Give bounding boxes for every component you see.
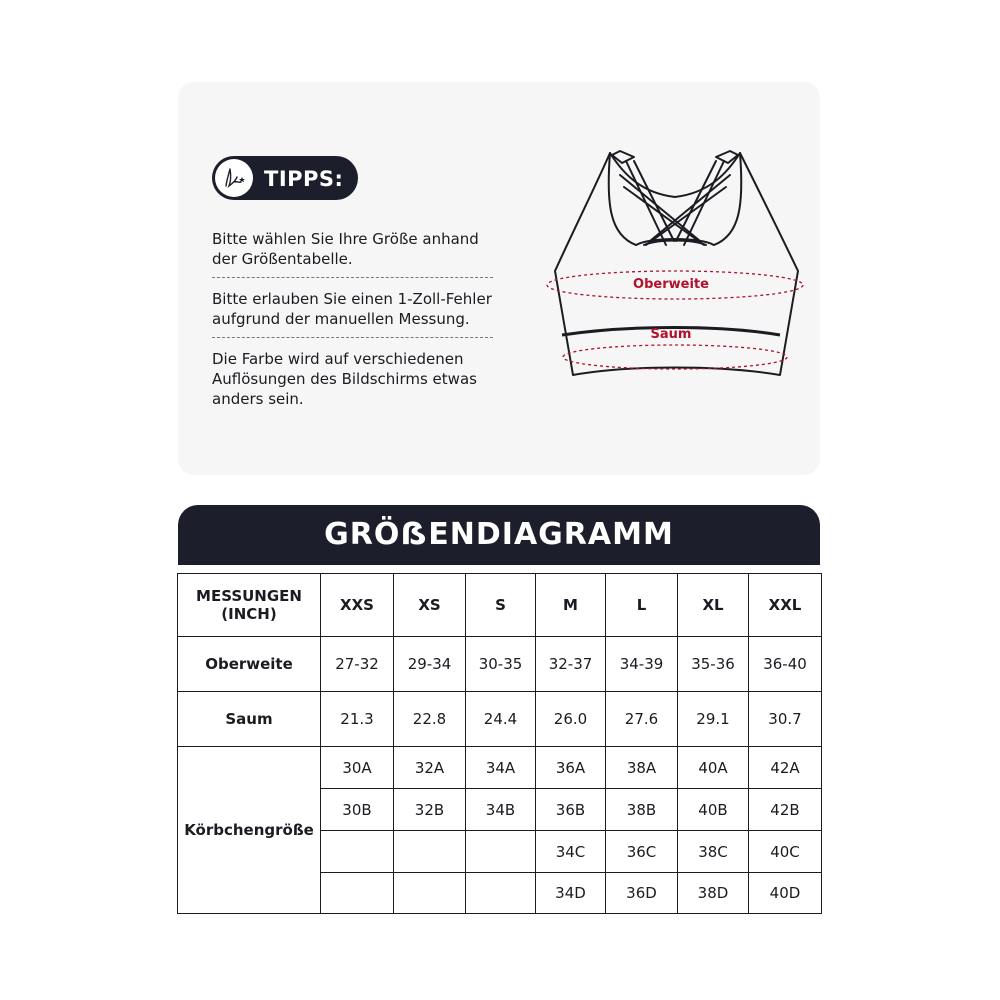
hem-row bbox=[178, 692, 822, 747]
table-cell: 32B bbox=[394, 789, 466, 831]
size-header: S bbox=[466, 574, 536, 637]
table-cell: 30-35 bbox=[466, 637, 536, 692]
tip-item: Die Farbe wird auf verschiedenen Auflösungen des Bildschirms etwas anders sein. bbox=[212, 350, 477, 408]
table-cell: 27-32 bbox=[321, 637, 394, 692]
table-cell bbox=[321, 873, 394, 914]
table-cell: 26.0 bbox=[536, 692, 606, 747]
size-header: XS bbox=[394, 574, 466, 637]
table-cell bbox=[321, 831, 394, 873]
table-cell: 34A bbox=[466, 747, 536, 789]
table-cell: 30A bbox=[321, 747, 394, 789]
table-cell: 36C bbox=[606, 831, 678, 873]
table-cell: 36D bbox=[606, 873, 678, 914]
table-cell bbox=[466, 831, 536, 873]
table-cell: 35-36 bbox=[678, 637, 749, 692]
table-cell: 34-39 bbox=[606, 637, 678, 692]
table-cell: 38C bbox=[678, 831, 749, 873]
size-table bbox=[177, 573, 822, 914]
brand-logo-icon bbox=[215, 159, 253, 197]
tip-item: Bitte erlauben Sie einen 1-Zoll-Fehler aufgrund der manuellen Messung. bbox=[212, 290, 492, 328]
table-cell: 36A bbox=[536, 747, 606, 789]
header-row bbox=[178, 574, 822, 637]
table-cell: 32-37 bbox=[536, 637, 606, 692]
sports-bra-illustration bbox=[540, 145, 810, 385]
table-cell: 27.6 bbox=[606, 692, 678, 747]
table-cell bbox=[466, 873, 536, 914]
size-chart-title: GRÖẞENDIAGRAMM bbox=[324, 517, 674, 552]
table-cell: 34D bbox=[536, 873, 606, 914]
table-cell: 40C bbox=[749, 831, 822, 873]
table-cell: 42A bbox=[749, 747, 822, 789]
table-cell: 40D bbox=[749, 873, 822, 914]
row-label: Körbchengröße bbox=[178, 747, 321, 914]
table-cell: 30.7 bbox=[749, 692, 822, 747]
table-cell: 42B bbox=[749, 789, 822, 831]
bust-row bbox=[178, 637, 822, 692]
table-cell: 34C bbox=[536, 831, 606, 873]
table-cell: 32A bbox=[394, 747, 466, 789]
bust-measure-label: Oberweite bbox=[633, 277, 709, 292]
tip-divider bbox=[212, 277, 493, 278]
table-cell bbox=[394, 873, 466, 914]
table-cell: 29.1 bbox=[678, 692, 749, 747]
size-header: L bbox=[606, 574, 678, 637]
table-cell: 34B bbox=[466, 789, 536, 831]
tip-item: Bitte wählen Sie Ihre Größe anhand der Größentabelle. bbox=[212, 230, 479, 268]
size-header: M bbox=[536, 574, 606, 637]
table-cell: 36-40 bbox=[749, 637, 822, 692]
table-cell: 36B bbox=[536, 789, 606, 831]
row-label: Oberweite bbox=[178, 637, 321, 692]
size-header: XXS bbox=[321, 574, 394, 637]
table-cell: 38D bbox=[678, 873, 749, 914]
table-cell bbox=[394, 831, 466, 873]
table-cell: 21.3 bbox=[321, 692, 394, 747]
table-cell: 30B bbox=[321, 789, 394, 831]
cup-row bbox=[178, 747, 822, 789]
table-cell: 40A bbox=[678, 747, 749, 789]
header-label: MESSUNGEN (INCH) bbox=[178, 574, 321, 637]
size-header: XXL bbox=[749, 574, 822, 637]
table-cell: 24.4 bbox=[466, 692, 536, 747]
table-cell: 38A bbox=[606, 747, 678, 789]
table-cell: 29-34 bbox=[394, 637, 466, 692]
table-cell: 22.8 bbox=[394, 692, 466, 747]
table-cell: 40B bbox=[678, 789, 749, 831]
hem-measure-label: Saum bbox=[650, 327, 692, 342]
row-label: Saum bbox=[178, 692, 321, 747]
table-cell: 38B bbox=[606, 789, 678, 831]
tip-divider bbox=[212, 337, 493, 338]
size-header: XL bbox=[678, 574, 749, 637]
tips-title: TIPPS: bbox=[264, 167, 344, 191]
